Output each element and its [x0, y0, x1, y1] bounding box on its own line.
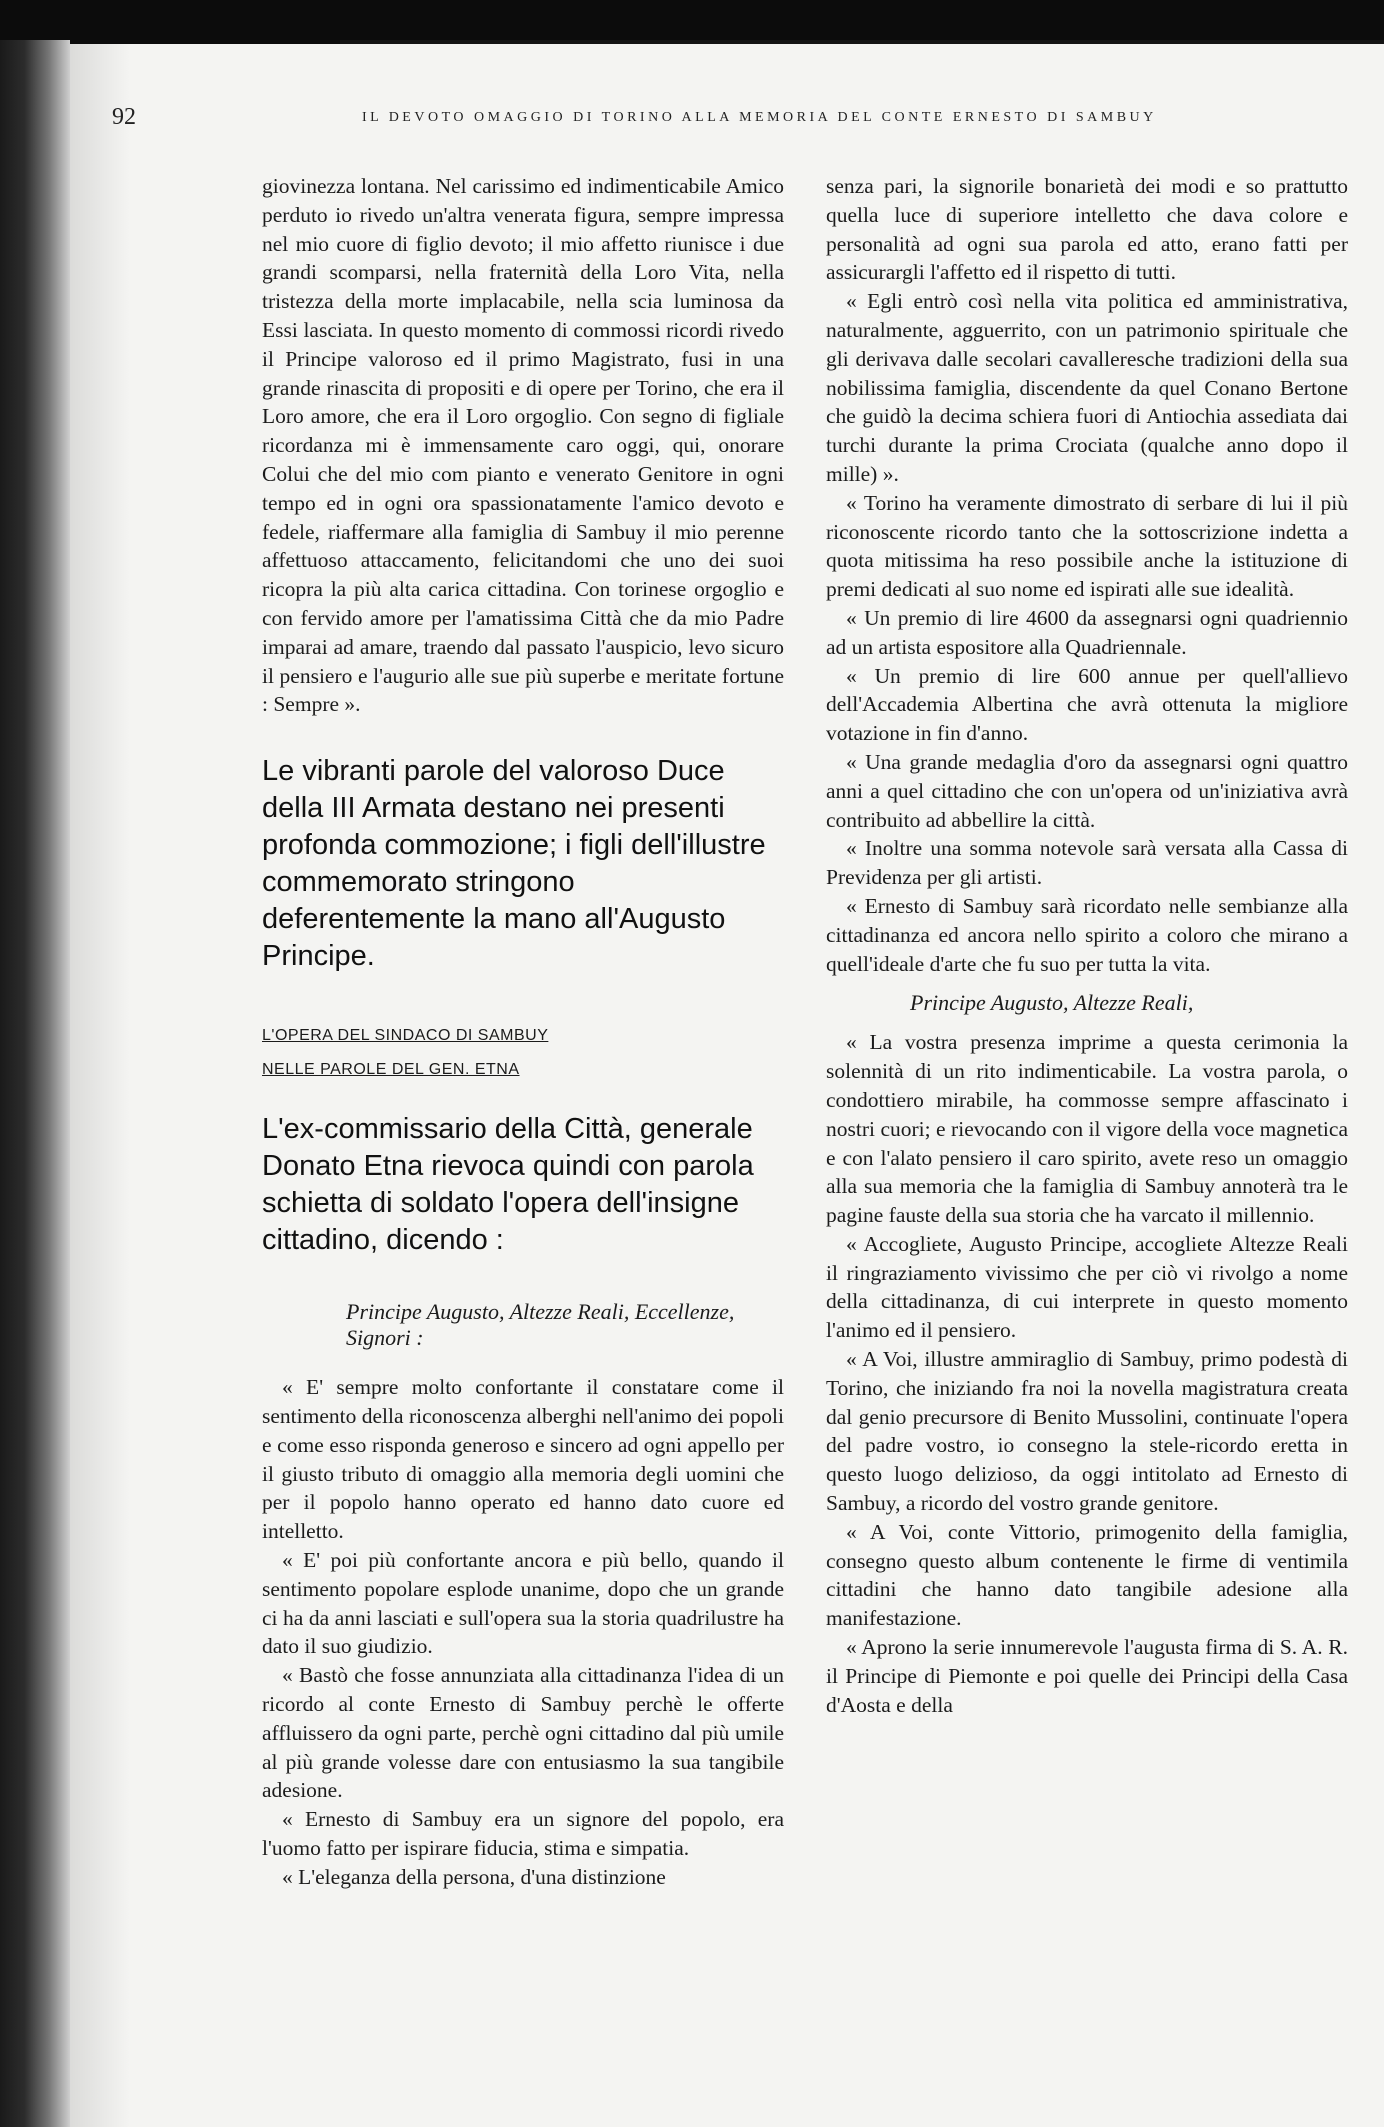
paragraph: « E' sempre molto confortante il constatare come il sentimento della riconoscenza alberghi nell'animo dei popoli e come esso risponda generoso e sincero ad ogni appello per il giusto tributo di omaggio alla memoria degli uomini che per il popolo hanno operato ed hanno dato cuore ed intelletto.	[262, 1375, 784, 1544]
paragraph: « Un premio di lire 600 annue per quell'allievo dell'Accademia Albertina che avrà ottenuta la migliore votazione in fin d'anno.	[826, 663, 1348, 746]
paragraph: giovinezza lontana. Nel carissimo ed indimenticabile Amico perduto io rivedo un'altra venerata figura, sempre impressa nel mio cuore di figlio devoto; il mio affetto riunisce i due grandi scomparsi, nella fraternità della Loro Vita, nella tristezza della morte implacabile, nella scia luminosa da Essi lasciata. In questo momento di commossi ricordi rivedo il Principe valoroso ed il primo Magistrato, fusi in una grande rinascita di propositi e di opere per Torino, che era il Loro amore, che era il Loro orgoglio. Con segno di figliale ricordanza mi è immensamente caro oggi, qui, onorare Colui che del mio com pianto e venerato Genitore in ogni tempo ed in ogni ora spassionatamente l'amico devoto e fedele, riaffermare alla famiglia di Sambuy il mio perenne affettuoso attaccamento, felicitandomi che uno dei suoi ricopra la più alta carica cittadina. Con torinese orgoglio e con fervido amore per l'amatissima Città che da mio Padre imparai ad amare, traendo dal passato l'auspicio, levo sicuro il pensiero e l'augurio alle sue più superbe e meritate fortune : Sempre ».	[262, 174, 784, 717]
scan-top-border	[0, 0, 1384, 40]
section-heading-line-1: L'OPERA DEL SINDACO DI SAMBUY	[262, 1027, 549, 1045]
paragraph: « Torino ha veramente dimostrato di serbare di lui il più riconoscente ricordo tanto che la sottoscrizione indetta a quota mitissima ha reso possibile anche la istituzione di premi dedicati al suo nome ed ispirati alle sue idealità.	[826, 490, 1348, 602]
page-header	[112, 104, 1352, 134]
scan-binding-shadow	[0, 40, 70, 2127]
speech-salutation: Principe Augusto, Altezze Reali, Eccellenze, Signori :	[346, 1299, 735, 1351]
speech-salutation: Principe Augusto, Altezze Reali,	[910, 990, 1194, 1016]
paragraph: « Una grande medaglia d'oro da assegnarsi ogni quattro anni a quel cittadino che con un'opera od un'iniziativa avrà contribuito ad abbellire la città.	[826, 749, 1348, 832]
paragraph: « A Voi, conte Vittorio, primogenito della famiglia, consegno questo album contenente le firme di ventimila cittadini che hanno dato tangibile adesione alla manifestazione.	[826, 1519, 1348, 1631]
paragraph: « Ernesto di Sambuy era un signore del popolo, era l'uomo fatto per ispirare fiducia, stima e simpatia.	[262, 1807, 784, 1860]
paragraph: « Inoltre una somma notevole sarà versata alla Cassa di Previdenza per gli artisti.	[826, 836, 1348, 890]
running-title: IL DEVOTO OMAGGIO DI TORINO ALLA MEMORIA DEL CONTE ERNESTO DI SAMBUY	[362, 110, 1157, 125]
bold-lead-paragraph: Le vibranti parole del valoroso Duce della III Armata destano nei presenti profonda commozione; i figli dell'illustre commemorato stringono deferentemente la mano all'Augusto Principe.	[262, 755, 766, 973]
paragraph: « Bastò che fosse annunziata alla cittadinanza l'idea di un ricordo al conte Ernesto di Sambuy perchè le offerte affluissero da ogni parte, perchè ogni cittadino dal più umile al più grande volesse dare con entusiasmo la sua tangibile adesione.	[262, 1663, 784, 1803]
paragraph: « A Voi, illustre ammiraglio di Sambuy, primo podestà di Torino, che iniziando fra noi la novella magistratura creata dal genio precursore di Benito Mussolini, continuate l'opera del padre vostro, io consegno la stele-ricordo eretta in questo luogo delizioso, da oggi intitolato ad Ernesto di Sambuy, a ricordo del vostro grande genitore.	[826, 1347, 1348, 1516]
left-column	[262, 172, 784, 1891]
paragraph: « Aprono la serie innumerevole l'augusta firma di S. A. R. il Principe di Piemonte e poi quelle dei Principi della Casa d'Aosta e della	[826, 1635, 1348, 1717]
intro-paragraph: L'ex-commissario della Città, generale Donato Etna rievoca quindi con parola schietta di soldato l'opera dell'insigne cittadino, dicendo :	[262, 1113, 754, 1257]
paragraph: « E' poi più confortante ancora e più bello, quando il sentimento popolare esplode unanime, dopo che un grande ci ha da anni lasciati e sull'opera sua la storia quadrilustre ha dato il suo giudizio.	[262, 1547, 784, 1659]
paragraph: « Accogliete, Augusto Principe, accogliete Altezze Reali il ringraziamento vivissimo che per ciò vi rivolgo a nome della cittadinanza, di cui interprete in questo momento l'animo ed il pensiero.	[826, 1231, 1348, 1343]
right-column	[826, 172, 1348, 1719]
paragraph: « La vostra presenza imprime a questa cerimonia la solennità di un rito indimenticabile. La vostra parola, o condottiero mirabile, ha commosse sempre affascinato i nostri cuori; e rievocando con il vigore della voce magnetica e con l'alato pensiero il caro spirito, avete reso un omaggio alla sua memoria che la famiglia di Sambuy annoterà tra le pagine fauste della sua storia che ha varcato il millennio.	[826, 1030, 1348, 1228]
page-number: 92	[112, 104, 136, 130]
paragraph: « Ernesto di Sambuy sarà ricordato nelle sembianze alla cittadinanza ed ancora nello spirito a coloro che mirano a quell'ideale d'arte che fu suo per tutta la vita.	[826, 893, 1348, 976]
paragraph: « L'eleganza della persona, d'una distinzione	[282, 1864, 666, 1889]
section-heading-line-2: NELLE PAROLE DEL GEN. ETNA	[262, 1061, 520, 1079]
paragraph: « Egli entrò così nella vita politica ed amministrativa, naturalmente, agguerrito, con un patrimonio spirituale che gli derivava dalle secolari cavalleresche tradizioni della sua nobilissima famiglia, discendente da quel Conano Bertone che guidò la decima schiera fuori di Antiochia assediata dai turchi durante la prima Crociata (qualche anno dopo il mille) ».	[826, 289, 1348, 486]
paragraph: « Un premio di lire 4600 da assegnarsi ogni quadriennio ad un artista espositore alla Quadriennale.	[826, 605, 1348, 659]
paragraph: senza pari, la signorile bonarietà dei modi e so prattutto quella luce di superiore intelletto che dava colore e personalità ad ogni sua parola ed atto, erano fatti per assicurargli l'affetto ed il rispetto di tutti.	[826, 174, 1348, 285]
